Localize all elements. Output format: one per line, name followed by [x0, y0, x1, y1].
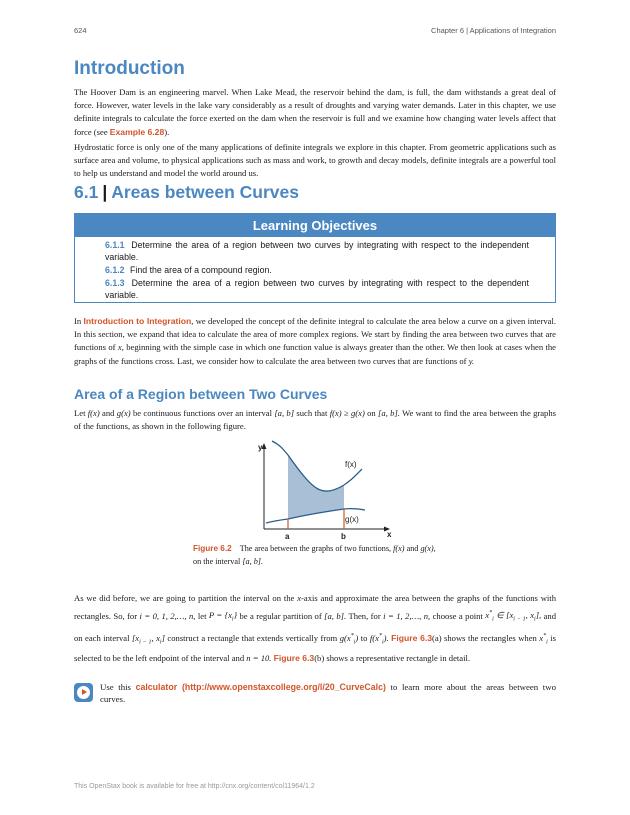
page-footer: This OpenStax book is available for free at http://cnx.org/content/col11964/1.2 [74, 783, 315, 790]
learning-objectives-list [75, 237, 555, 302]
subsection-heading: Area of a Region between Two Curves [74, 386, 328, 402]
media-play-icon [74, 683, 93, 702]
body-paragraph-2: Let f(x) and g(x) be continuous functions over an interval [a, b] such that f(x) ≥ g(x) on [a, b]. We want to find the area between the graphs of the functions, as shown in the following figure. [74, 408, 556, 432]
introduction-to-integration-link[interactable]: Introduction to Integration [83, 316, 192, 326]
section-title: Areas between Curves [111, 182, 299, 202]
learning-objectives-box [74, 213, 556, 303]
x-axis-label: x [387, 530, 392, 539]
body-paragraph-1: In Introduction to Integration, we developed the concept of the definite integral to calculate the area below a curve on a given interval. In this section, we expand that idea to calculate the area of more complex regions. We start by finding the area between two curves that are functions of x, beginning with the simple case in which one function value is always greater than the other. We then look at cases when the graphs of the functions cross. Last, we consider how to calculate the area between two curves that are functions of y. [74, 316, 556, 366]
section-separator: | [102, 182, 108, 202]
intro-paragraph-1: The Hoover Dam is an engineering marvel. When Lake Mead, the reservoir behind the dam, is full, the dam withstands a great deal of force. However, water levels in the lake vary considerably as a result of droughts and varying water demands. Later in this chapter, we use definite integrals to calculate the force exerted on the dam when the reservoir is full and we examine how changing water levels affect that force (see Example 6.28). [74, 87, 556, 137]
y-axis-label: y [258, 443, 263, 452]
a-label: a [285, 532, 290, 541]
intro-paragraph-2: Hydrostatic force is only one of the many applications of definite integrals we explore in this chapter. From geometric applications such as surface area and volume, to physical applications such as mass and work, to growth and decay models, definite integrals are a powerful tool to help us understand and model the world around us. [74, 142, 556, 179]
section-number: 6.1 [74, 182, 99, 202]
introduction-heading: Introduction [74, 58, 185, 79]
area-between-curves-figure [250, 437, 395, 541]
objective-number: 6.1.2 [105, 265, 125, 276]
learning-objective-item: 6.1.1 Determine the area of a region between two curves by integrating with respect to the independent variable. [105, 240, 529, 262]
chapter-header: Chapter 6 | Applications of Integration [431, 26, 556, 35]
figure-caption: Figure 6.2 The area between the graphs of two functions, f(x) and g(x), on the interval [a, b]. [193, 544, 436, 566]
calculator-text: Use this calculator (http://www.openstaxcollege.org/l/20_CurveCalc) to learn more about the areas between two curves. [100, 682, 556, 704]
f-label: f(x) [345, 460, 357, 469]
shaded-area-region [288, 455, 344, 519]
figure-6-3-link[interactable]: Figure 6.3 [273, 652, 315, 663]
b-label: b [341, 532, 346, 541]
example-6-28-link[interactable]: Example 6.28 [109, 126, 165, 137]
figure-6-3-link[interactable]: Figure 6.3 [391, 632, 433, 643]
calculator-link[interactable]: calculator (http://www.openstaxcollege.org/l/20_CurveCalc) [135, 682, 386, 692]
learning-objective-item: 6.1.2 Find the area of a compound region. [105, 265, 272, 276]
learning-objective-item: 6.1.3 Determine the area of a region between two curves by integrating with respect to the dependent variable. [105, 278, 529, 301]
figure-number: Figure 6.2 [193, 544, 232, 553]
objective-number: 6.1.1 [105, 240, 125, 250]
partition-paragraph: As we did before, we are going to partition the interval on the x-axis and approximate the area between the graphs of the functions with rectangles. So, for i = 0, 1, 2,…, n, let $P = \{x_i\}$ be a regular partition of [a, b]. Then, for i = 1, 2,…, n, choose a point $x^*_i$ ∈ [$x_{i - 1}$, $x_i$], and on each interval [$x_{i - 1}$, $x_i$] construct a rectangle that extends vertically from $g(x^*_i)$ to $f(x^*_i)$. Figure 6.3(a) shows the rectangles when $x^*_i$ is selected to be the left endpoint of the interval and n = 10. Figure 6.3(b) shows a representative rectangle in detail. [74, 593, 557, 663]
g-label: g(x) [345, 515, 359, 524]
learning-objectives-heading: Learning Objectives [75, 214, 555, 237]
objective-number: 6.1.3 [105, 278, 125, 289]
page-number: 624 [74, 26, 87, 35]
section-heading [74, 182, 299, 203]
